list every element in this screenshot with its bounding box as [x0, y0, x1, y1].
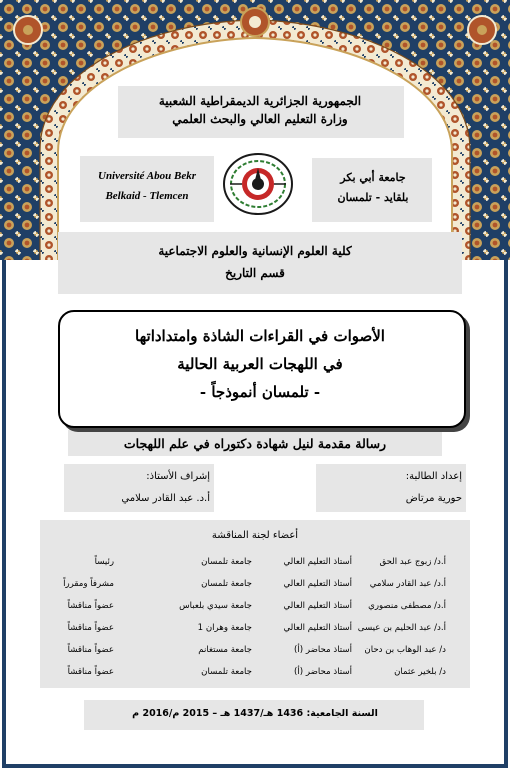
faculty-block — [60, 240, 450, 284]
republic-header — [130, 92, 390, 128]
univ-fr-line2: Belkaid - Tlemcen — [105, 190, 189, 202]
member-name: أ.د/ مصطفى منصوري — [368, 601, 446, 611]
member-role: رئيساً — [94, 557, 114, 567]
degree-statement: رسالة مقدمة لنيل شهادة دكتوراه في علم اللهجات — [123, 436, 387, 451]
univ-fr-line1: Université Abou Bekr — [98, 170, 196, 182]
department-name: قسم التاريخ — [225, 266, 285, 280]
member-rank: أستاذ التعليم العالي — [283, 557, 352, 567]
thesis-title-line3: - تلمسان أنموذجاً - — [199, 383, 321, 401]
member-university: جامعة مستغانم — [198, 645, 252, 655]
member-role: عضواً مناقشاً — [67, 601, 114, 611]
committee-title: أعضاء لجنة المناقشة — [211, 530, 299, 541]
university-name-fr — [82, 160, 212, 226]
member-university: جامعة تلمسان — [201, 579, 252, 589]
member-rank: أستاذ التعليم العالي — [283, 623, 352, 633]
member-rank: أستاذ محاضر (أ) — [294, 667, 352, 677]
member-rank: أستاذ التعليم العالي — [283, 601, 352, 611]
student-label: إعداد الطالبة: — [405, 471, 462, 482]
university-name-ar — [318, 162, 428, 226]
member-role: عضواً مناقشاً — [67, 623, 114, 633]
member-university: جامعة تلمسان — [201, 557, 252, 567]
university-logo-icon — [220, 148, 296, 220]
supervisor-name: أ.د. عبد القادر سلامي — [121, 493, 210, 504]
supervisor-block — [68, 470, 210, 506]
member-role: مشرفاً ومقرراً — [63, 579, 114, 589]
faculty-name: كلية العلوم الإنسانية والعلوم الاجتماعية — [158, 244, 352, 258]
member-role: عضواً مناقشاً — [67, 667, 114, 677]
member-name: أ.د/ عبد القادر سلامي — [369, 579, 446, 589]
ministry-name: وزارة التعليم العالي والبحث العلمي — [172, 112, 348, 126]
univ-ar-line2: بلقايد - تلمسان — [337, 191, 409, 204]
member-name: أ.د/ زبوج عبد الحق — [379, 557, 446, 567]
member-university: جامعة وهران 1 — [197, 623, 252, 633]
thesis-title-line1: الأصوات في القراءات الشاذة وامتداداتها — [135, 327, 385, 345]
member-name: د/ بلخير عثمان — [394, 667, 446, 677]
member-university: جامعة تلمسان — [201, 667, 252, 677]
republic-name: الجمهورية الجزائرية الديمقراطية الشعبية — [158, 94, 362, 108]
member-rank: أستاذ محاضر (أ) — [294, 645, 352, 655]
supervisor-label: إشراف الأستاذ: — [146, 471, 210, 482]
univ-ar-line1: جامعة أبي بكر — [340, 171, 406, 184]
member-name: أ.د/ عبد الحليم بن عيسى — [357, 623, 446, 633]
member-university: جامعة سيدي بلعباس — [179, 601, 252, 611]
member-role: عضواً مناقشاً — [67, 645, 114, 655]
thesis-title-line2: في اللهجات العربية الحالية — [177, 355, 343, 373]
academic-year: السنة الجامعية: 1436 هـ/1437 هـ – 2015 م/2016 م — [132, 708, 378, 719]
student-name: حورية مرتاض — [405, 493, 462, 504]
student-block — [320, 470, 462, 506]
member-name: د/ عبد الوهاب بن دحان — [364, 645, 446, 655]
member-rank: أستاذ التعليم العالي — [283, 579, 352, 589]
thesis-title — [60, 322, 460, 406]
